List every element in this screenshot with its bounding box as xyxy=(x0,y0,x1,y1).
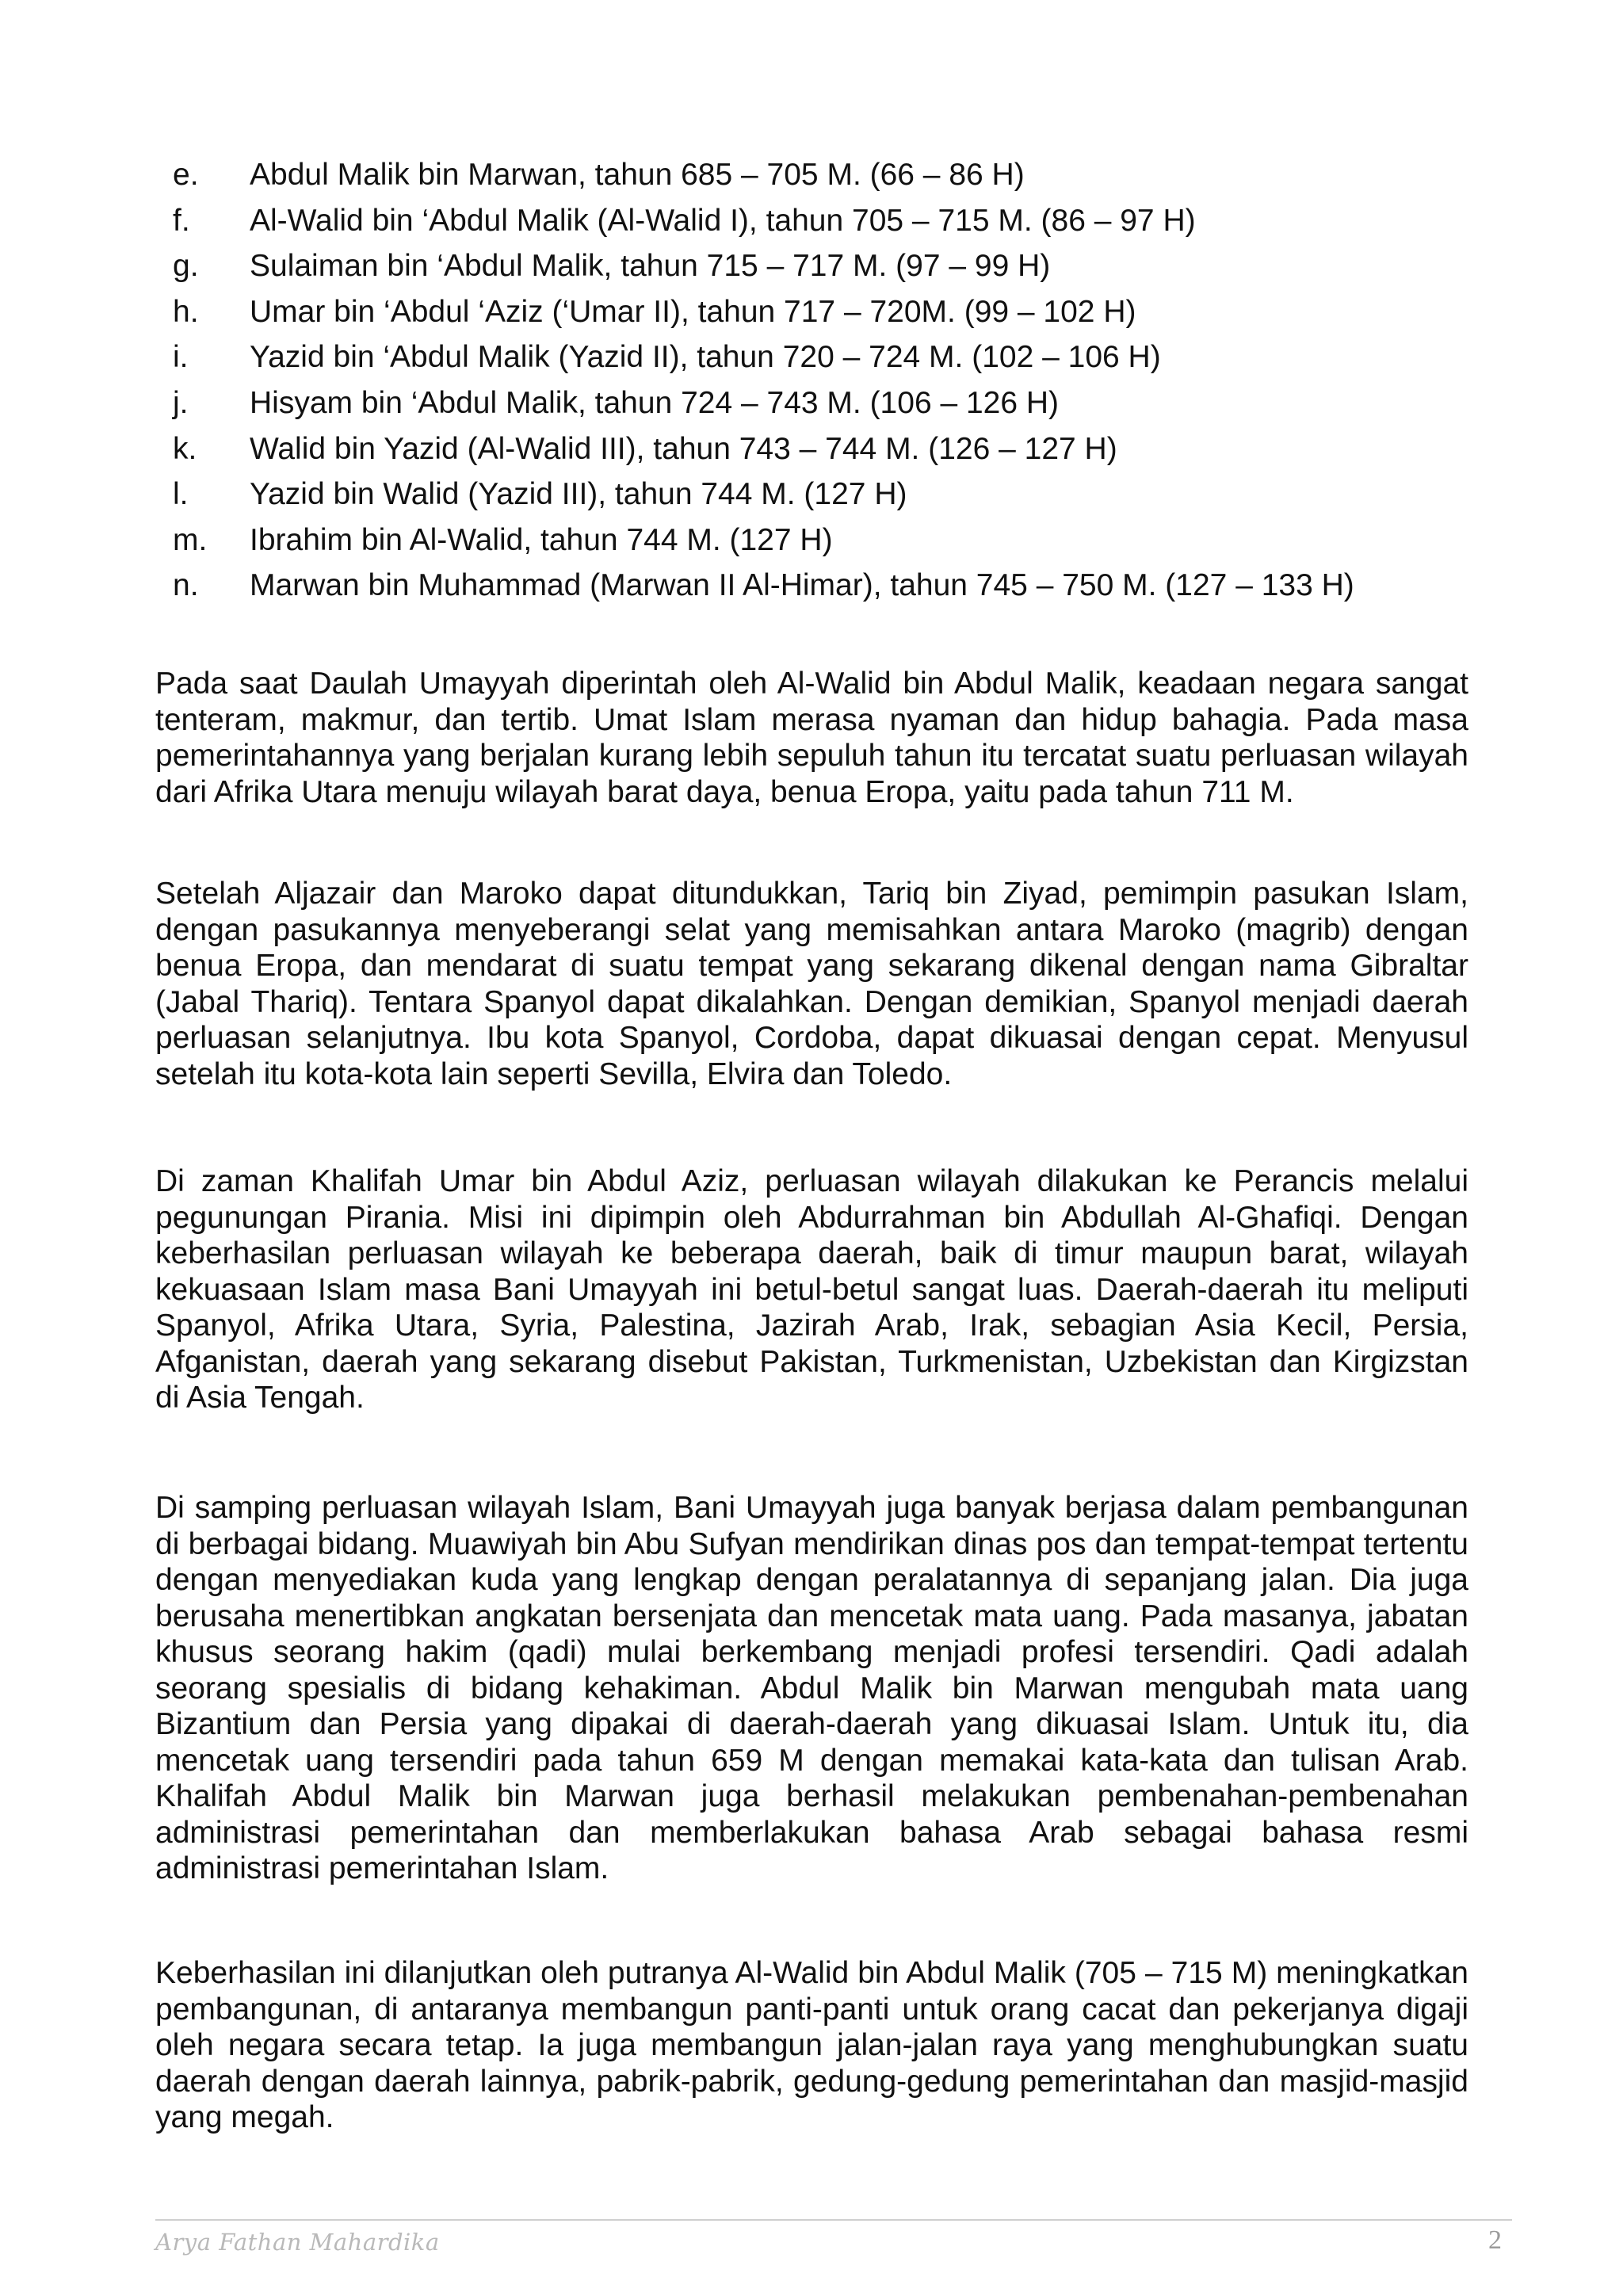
list-item xyxy=(155,472,1471,518)
list-text: Marwan bin Muhammad (Marwan II Al-Himar), tahun 745 – 750 M. (127 – 133 H) xyxy=(250,568,1354,603)
list-text: Walid bin Yazid (Al-Walid III), tahun 743 – 744 M. (126 – 127 H) xyxy=(250,431,1117,466)
list-marker: m. xyxy=(173,522,208,557)
paragraph-development: Di samping perluasan wilayah Islam, Bani Umayyah juga banyak berjasa dalam pembangunan di berbagai bidang. Muawiyah bin Abu Sufyan mendirikan dinas pos dan tempat-tempat tertentu dengan menyediakan kuda yang lengkap dengan peralatannya di sepanjang jalan. Dia juga berusaha menertibkan angkatan bersenjata dan mencetak mata uang. Pada masanya, jabatan khusus seorang hakim (qadi) mulai berkembang menjadi profesi tersendiri. Qadi adalah seorang spesialis di bidang kehakiman. Abdul Malik bin Marwan mengubah mata uang Bizantium dan Persia yang dipakai di daerah-daerah yang dikuasai Islam. Untuk itu, dia mencetak uang tersendiri pada tahun 659 M dengan memakai kata-kata dan tulisan Arab. Khalifah Abdul Malik bin Marwan juga berhasil melakukan pembenahan-pembenahan administrasi pemerintahan dan memberlakukan bahasa Arab sebagai bahasa resmi administrasi pemerintahan Islam. xyxy=(155,1491,1468,1885)
list-marker: k. xyxy=(173,431,197,466)
paragraph-umar-expansion: Di zaman Khalifah Umar bin Abdul Aziz, perluasan wilayah dilakukan ke Perancis melalui pegunungan Pirania. Misi ini dipimpin oleh Abdurrahman bin Abdullah Al-Ghafiqi. Dengan keberhasilan perluasan wilayah ke beberapa daerah, baik di timur maupun barat, wilayah kekuasaan Islam masa Bani Umayyah ini betul-betul sangat luas. Daerah-daerah itu meliputi Spanyol, Afrika Utara, Syria, Palestina, Jazirah Arab, Irak, sebagian Asia Kecil, Persia, Afganistan, daerah yang sekarang disebut Pakistan, Turkmenistan, Uzbekistan dan Kirgizstan di Asia Tengah. xyxy=(155,1164,1468,1415)
list-item xyxy=(155,518,1471,563)
list-text: Yazid bin ‘Abdul Malik (Yazid II), tahun 720 – 724 M. (102 – 106 H) xyxy=(250,340,1161,375)
page-number: 2 xyxy=(1488,2225,1502,2255)
paragraph-tariq-conquest: Setelah Aljazair dan Maroko dapat ditundukkan, Tariq bin Ziyad, pemimpin pasukan Islam, dengan pasukannya menyeberangi selat yang memisahkan antara Maroko (magrib) dengan benua Eropa, dan mendarat di suatu tempat yang sekarang dikenal dengan nama Gibraltar (Jabal Thariq). Tentara Spanyol dapat dikalahkan. Dengan demikian, Spanyol menjadi daerah perluasan selanjutnya. Ibu kota Spanyol, Cordoba, dapat dikuasai dengan cepat. Menyusul setelah itu kota-kota lain seperti Sevilla, Elvira dan Toledo. xyxy=(155,877,1468,1091)
list-text: Sulaiman bin ‘Abdul Malik, tahun 715 – 717 M. (97 – 99 H) xyxy=(250,249,1051,284)
list-marker: e. xyxy=(173,158,199,192)
footer-author: Arya Fathan Mahardika xyxy=(155,2229,440,2256)
list-item xyxy=(155,243,1471,289)
list-marker: n. xyxy=(173,568,199,603)
list-marker: g. xyxy=(173,249,199,284)
list-marker: i. xyxy=(173,340,189,375)
list-marker: l. xyxy=(173,477,189,512)
list-item xyxy=(155,563,1471,609)
list-item xyxy=(155,289,1471,335)
list-marker: j. xyxy=(173,385,189,420)
list-text: Abdul Malik bin Marwan, tahun 685 – 705 M. (66 – 86 H) xyxy=(250,158,1025,192)
list-item xyxy=(155,152,1471,198)
list-text: Ibrahim bin Al-Walid, tahun 744 M. (127 H) xyxy=(250,522,833,557)
list-item xyxy=(155,334,1471,380)
list-text: Yazid bin Walid (Yazid III), tahun 744 M. (127 H) xyxy=(250,477,907,512)
footer-divider xyxy=(155,2219,1512,2221)
caliph-list xyxy=(155,152,1471,609)
list-text: Al-Walid bin ‘Abdul Malik (Al-Walid I), tahun 705 – 715 M. (86 – 97 H) xyxy=(250,203,1196,238)
paragraph-walid-development: Keberhasilan ini dilanjutkan oleh putranya Al-Walid bin Abdul Malik (705 – 715 M) meningkatkan pembangunan, di antaranya membangun panti-panti untuk orang cacat dan pekerjanya digaji oleh negara secara tetap. Ia juga membangun jalan-jalan raya yang menghubungkan suatu daerah dengan daerah lainnya, pabrik-pabrik, gedung-gedung pemerintahan dan masjid-masjid yang megah. xyxy=(155,1956,1468,2134)
list-text: Umar bin ‘Abdul ‘Aziz (‘Umar II), tahun 717 – 720M. (99 – 102 H) xyxy=(250,294,1136,329)
list-item xyxy=(155,198,1471,244)
list-text: Hisyam bin ‘Abdul Malik, tahun 724 – 743 M. (106 – 126 H) xyxy=(250,385,1060,420)
list-marker: f. xyxy=(173,203,190,238)
list-item xyxy=(155,380,1471,426)
paragraph-walid-era: Pada saat Daulah Umayyah diperintah oleh Al-Walid bin Abdul Malik, keadaan negara sangat tenteram, makmur, dan tertib. Umat Islam merasa nyaman dan hidup bahagia. Pada masa pemerintahannya yang berjalan kurang lebih sepuluh tahun itu tercatat suatu perluasan wilayah dari Afrika Utara menuju wilayah barat daya, benua Eropa, yaitu pada tahun 711 M. xyxy=(155,667,1468,809)
list-marker: h. xyxy=(173,294,199,329)
list-item xyxy=(155,426,1471,472)
